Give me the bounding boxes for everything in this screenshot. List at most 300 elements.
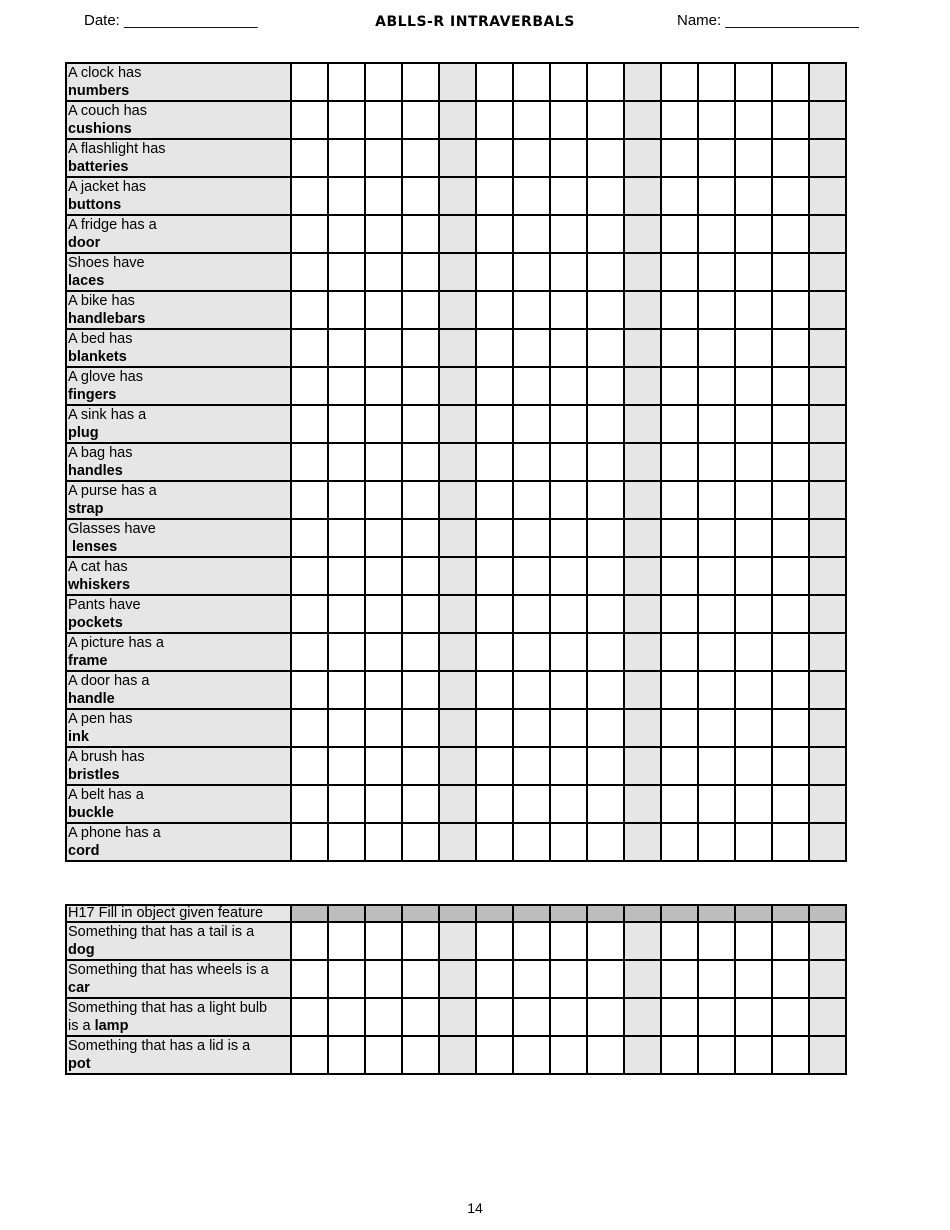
score-cell[interactable] <box>661 633 698 671</box>
score-cell[interactable] <box>402 1036 439 1074</box>
score-cell[interactable] <box>328 101 365 139</box>
score-cell[interactable] <box>550 405 587 443</box>
score-cell[interactable] <box>550 101 587 139</box>
score-cell[interactable] <box>476 633 513 671</box>
score-cell[interactable] <box>402 405 439 443</box>
score-cell[interactable] <box>661 747 698 785</box>
score-cell[interactable] <box>661 823 698 861</box>
score-cell[interactable] <box>476 481 513 519</box>
score-cell[interactable] <box>402 823 439 861</box>
score-cell[interactable] <box>661 405 698 443</box>
score-cell[interactable] <box>735 139 772 177</box>
score-cell[interactable] <box>476 1036 513 1074</box>
score-cell[interactable] <box>365 747 402 785</box>
score-cell[interactable] <box>772 998 809 1036</box>
score-cell[interactable] <box>735 367 772 405</box>
score-cell[interactable] <box>402 998 439 1036</box>
score-cell[interactable] <box>624 329 661 367</box>
score-cell[interactable] <box>439 785 476 823</box>
score-cell[interactable] <box>291 253 328 291</box>
score-cell[interactable] <box>698 481 735 519</box>
score-cell[interactable] <box>365 922 402 960</box>
score-cell[interactable] <box>439 1036 476 1074</box>
score-cell[interactable] <box>624 785 661 823</box>
score-cell[interactable] <box>587 405 624 443</box>
score-cell[interactable] <box>587 177 624 215</box>
score-cell[interactable] <box>328 823 365 861</box>
score-cell[interactable] <box>365 101 402 139</box>
score-cell[interactable] <box>735 63 772 101</box>
score-cell[interactable] <box>291 291 328 329</box>
score-cell[interactable] <box>661 709 698 747</box>
score-cell[interactable] <box>772 709 809 747</box>
score-cell[interactable] <box>402 101 439 139</box>
score-cell[interactable] <box>809 747 846 785</box>
score-cell[interactable] <box>772 405 809 443</box>
score-cell[interactable] <box>513 922 550 960</box>
score-cell[interactable] <box>402 139 439 177</box>
score-cell[interactable] <box>809 405 846 443</box>
score-cell[interactable] <box>365 63 402 101</box>
score-cell[interactable] <box>365 998 402 1036</box>
score-cell[interactable] <box>661 519 698 557</box>
score-cell[interactable] <box>402 709 439 747</box>
score-cell[interactable] <box>365 253 402 291</box>
score-cell[interactable] <box>291 960 328 998</box>
score-cell[interactable] <box>291 215 328 253</box>
score-cell[interactable] <box>661 101 698 139</box>
score-cell[interactable] <box>698 367 735 405</box>
score-cell[interactable] <box>365 671 402 709</box>
score-cell[interactable] <box>550 215 587 253</box>
score-cell[interactable] <box>772 139 809 177</box>
score-cell[interactable] <box>291 998 328 1036</box>
score-cell[interactable] <box>550 329 587 367</box>
score-cell[interactable] <box>439 367 476 405</box>
score-cell[interactable] <box>735 101 772 139</box>
score-cell[interactable] <box>809 329 846 367</box>
score-cell[interactable] <box>735 329 772 367</box>
score-cell[interactable] <box>439 329 476 367</box>
score-cell[interactable] <box>624 405 661 443</box>
score-cell[interactable] <box>476 595 513 633</box>
score-cell[interactable] <box>476 405 513 443</box>
score-cell[interactable] <box>809 960 846 998</box>
score-cell[interactable] <box>661 785 698 823</box>
score-cell[interactable] <box>624 481 661 519</box>
score-cell[interactable] <box>513 823 550 861</box>
score-cell[interactable] <box>513 101 550 139</box>
score-cell[interactable] <box>476 671 513 709</box>
score-cell[interactable] <box>587 443 624 481</box>
score-cell[interactable] <box>661 998 698 1036</box>
score-cell[interactable] <box>587 101 624 139</box>
score-cell[interactable] <box>402 443 439 481</box>
score-cell[interactable] <box>772 595 809 633</box>
score-cell[interactable] <box>809 63 846 101</box>
score-cell[interactable] <box>698 291 735 329</box>
score-cell[interactable] <box>513 329 550 367</box>
score-cell[interactable] <box>550 291 587 329</box>
score-cell[interactable] <box>550 823 587 861</box>
score-cell[interactable] <box>513 405 550 443</box>
score-cell[interactable] <box>402 519 439 557</box>
score-cell[interactable] <box>587 291 624 329</box>
score-cell[interactable] <box>624 215 661 253</box>
score-cell[interactable] <box>439 481 476 519</box>
score-cell[interactable] <box>661 595 698 633</box>
score-cell[interactable] <box>809 671 846 709</box>
score-cell[interactable] <box>698 101 735 139</box>
score-cell[interactable] <box>661 557 698 595</box>
score-cell[interactable] <box>328 960 365 998</box>
score-cell[interactable] <box>772 960 809 998</box>
score-cell[interactable] <box>809 253 846 291</box>
score-cell[interactable] <box>772 1036 809 1074</box>
score-cell[interactable] <box>550 709 587 747</box>
score-cell[interactable] <box>735 960 772 998</box>
score-cell[interactable] <box>661 671 698 709</box>
score-cell[interactable] <box>698 709 735 747</box>
score-cell[interactable] <box>439 998 476 1036</box>
score-cell[interactable] <box>439 823 476 861</box>
score-cell[interactable] <box>476 101 513 139</box>
score-cell[interactable] <box>772 101 809 139</box>
score-cell[interactable] <box>550 557 587 595</box>
score-cell[interactable] <box>513 1036 550 1074</box>
score-cell[interactable] <box>439 519 476 557</box>
score-cell[interactable] <box>513 443 550 481</box>
score-cell[interactable] <box>550 595 587 633</box>
score-cell[interactable] <box>550 960 587 998</box>
score-cell[interactable] <box>661 63 698 101</box>
score-cell[interactable] <box>735 998 772 1036</box>
score-cell[interactable] <box>328 177 365 215</box>
score-cell[interactable] <box>476 177 513 215</box>
score-cell[interactable] <box>624 633 661 671</box>
score-cell[interactable] <box>513 291 550 329</box>
score-cell[interactable] <box>550 519 587 557</box>
score-cell[interactable] <box>328 139 365 177</box>
score-cell[interactable] <box>439 747 476 785</box>
score-cell[interactable] <box>587 519 624 557</box>
score-cell[interactable] <box>513 595 550 633</box>
score-cell[interactable] <box>698 405 735 443</box>
score-cell[interactable] <box>550 63 587 101</box>
score-cell[interactable] <box>328 443 365 481</box>
score-cell[interactable] <box>587 367 624 405</box>
score-cell[interactable] <box>809 998 846 1036</box>
score-cell[interactable] <box>550 139 587 177</box>
score-cell[interactable] <box>291 671 328 709</box>
score-cell[interactable] <box>587 215 624 253</box>
score-cell[interactable] <box>328 405 365 443</box>
score-cell[interactable] <box>698 998 735 1036</box>
score-cell[interactable] <box>476 215 513 253</box>
score-cell[interactable] <box>809 215 846 253</box>
score-cell[interactable] <box>735 747 772 785</box>
score-cell[interactable] <box>476 329 513 367</box>
score-cell[interactable] <box>735 215 772 253</box>
score-cell[interactable] <box>735 709 772 747</box>
score-cell[interactable] <box>698 253 735 291</box>
score-cell[interactable] <box>772 253 809 291</box>
score-cell[interactable] <box>809 481 846 519</box>
score-cell[interactable] <box>439 291 476 329</box>
score-cell[interactable] <box>328 519 365 557</box>
score-cell[interactable] <box>439 253 476 291</box>
score-cell[interactable] <box>809 177 846 215</box>
score-cell[interactable] <box>439 671 476 709</box>
score-cell[interactable] <box>661 367 698 405</box>
score-cell[interactable] <box>772 329 809 367</box>
score-cell[interactable] <box>735 177 772 215</box>
score-cell[interactable] <box>772 823 809 861</box>
score-cell[interactable] <box>698 960 735 998</box>
score-cell[interactable] <box>365 139 402 177</box>
score-cell[interactable] <box>698 215 735 253</box>
score-cell[interactable] <box>550 747 587 785</box>
score-cell[interactable] <box>735 519 772 557</box>
score-cell[interactable] <box>624 253 661 291</box>
score-cell[interactable] <box>772 922 809 960</box>
score-cell[interactable] <box>772 785 809 823</box>
score-cell[interactable] <box>624 922 661 960</box>
score-cell[interactable] <box>476 557 513 595</box>
score-cell[interactable] <box>328 63 365 101</box>
score-cell[interactable] <box>587 595 624 633</box>
score-cell[interactable] <box>439 960 476 998</box>
score-cell[interactable] <box>328 329 365 367</box>
score-cell[interactable] <box>291 63 328 101</box>
score-cell[interactable] <box>439 595 476 633</box>
score-cell[interactable] <box>809 633 846 671</box>
score-cell[interactable] <box>772 215 809 253</box>
score-cell[interactable] <box>550 253 587 291</box>
score-cell[interactable] <box>513 139 550 177</box>
score-cell[interactable] <box>661 215 698 253</box>
score-cell[interactable] <box>809 101 846 139</box>
score-cell[interactable] <box>291 922 328 960</box>
score-cell[interactable] <box>698 671 735 709</box>
score-cell[interactable] <box>809 139 846 177</box>
score-cell[interactable] <box>624 177 661 215</box>
score-cell[interactable] <box>365 291 402 329</box>
score-cell[interactable] <box>365 557 402 595</box>
score-cell[interactable] <box>624 747 661 785</box>
score-cell[interactable] <box>291 405 328 443</box>
score-cell[interactable] <box>402 785 439 823</box>
score-cell[interactable] <box>328 785 365 823</box>
score-cell[interactable] <box>809 367 846 405</box>
score-cell[interactable] <box>772 519 809 557</box>
score-cell[interactable] <box>661 481 698 519</box>
score-cell[interactable] <box>291 747 328 785</box>
score-cell[interactable] <box>365 633 402 671</box>
score-cell[interactable] <box>809 557 846 595</box>
score-cell[interactable] <box>439 139 476 177</box>
score-cell[interactable] <box>513 519 550 557</box>
score-cell[interactable] <box>624 595 661 633</box>
score-cell[interactable] <box>328 998 365 1036</box>
score-cell[interactable] <box>476 998 513 1036</box>
score-cell[interactable] <box>587 329 624 367</box>
score-cell[interactable] <box>328 215 365 253</box>
score-cell[interactable] <box>439 63 476 101</box>
score-cell[interactable] <box>550 633 587 671</box>
score-cell[interactable] <box>661 1036 698 1074</box>
score-cell[interactable] <box>587 709 624 747</box>
score-cell[interactable] <box>661 443 698 481</box>
score-cell[interactable] <box>328 291 365 329</box>
score-cell[interactable] <box>809 595 846 633</box>
score-cell[interactable] <box>365 443 402 481</box>
score-cell[interactable] <box>624 63 661 101</box>
score-cell[interactable] <box>439 405 476 443</box>
score-cell[interactable] <box>439 101 476 139</box>
score-cell[interactable] <box>439 443 476 481</box>
score-cell[interactable] <box>402 557 439 595</box>
score-cell[interactable] <box>735 481 772 519</box>
score-cell[interactable] <box>291 595 328 633</box>
score-cell[interactable] <box>661 329 698 367</box>
score-cell[interactable] <box>291 823 328 861</box>
score-cell[interactable] <box>328 671 365 709</box>
score-cell[interactable] <box>809 785 846 823</box>
score-cell[interactable] <box>291 481 328 519</box>
score-cell[interactable] <box>402 922 439 960</box>
score-cell[interactable] <box>550 922 587 960</box>
score-cell[interactable] <box>772 557 809 595</box>
score-cell[interactable] <box>513 785 550 823</box>
score-cell[interactable] <box>476 519 513 557</box>
score-cell[interactable] <box>513 633 550 671</box>
score-cell[interactable] <box>550 785 587 823</box>
score-cell[interactable] <box>735 671 772 709</box>
score-cell[interactable] <box>365 785 402 823</box>
score-cell[interactable] <box>772 367 809 405</box>
score-cell[interactable] <box>735 253 772 291</box>
score-cell[interactable] <box>365 595 402 633</box>
score-cell[interactable] <box>439 709 476 747</box>
score-cell[interactable] <box>735 785 772 823</box>
score-cell[interactable] <box>513 998 550 1036</box>
score-cell[interactable] <box>587 1036 624 1074</box>
score-cell[interactable] <box>809 709 846 747</box>
score-cell[interactable] <box>624 139 661 177</box>
score-cell[interactable] <box>772 291 809 329</box>
score-cell[interactable] <box>624 709 661 747</box>
score-cell[interactable] <box>772 747 809 785</box>
score-cell[interactable] <box>735 1036 772 1074</box>
score-cell[interactable] <box>365 405 402 443</box>
score-cell[interactable] <box>439 557 476 595</box>
score-cell[interactable] <box>550 177 587 215</box>
score-cell[interactable] <box>365 823 402 861</box>
score-cell[interactable] <box>624 557 661 595</box>
score-cell[interactable] <box>587 922 624 960</box>
score-cell[interactable] <box>624 367 661 405</box>
score-cell[interactable] <box>291 101 328 139</box>
score-cell[interactable] <box>698 785 735 823</box>
score-cell[interactable] <box>624 1036 661 1074</box>
score-cell[interactable] <box>698 443 735 481</box>
score-cell[interactable] <box>513 63 550 101</box>
score-cell[interactable] <box>698 557 735 595</box>
score-cell[interactable] <box>624 101 661 139</box>
score-cell[interactable] <box>772 481 809 519</box>
score-cell[interactable] <box>550 671 587 709</box>
score-cell[interactable] <box>328 709 365 747</box>
score-cell[interactable] <box>476 443 513 481</box>
score-cell[interactable] <box>328 367 365 405</box>
score-cell[interactable] <box>365 367 402 405</box>
score-cell[interactable] <box>587 785 624 823</box>
score-cell[interactable] <box>550 443 587 481</box>
score-cell[interactable] <box>809 823 846 861</box>
score-cell[interactable] <box>624 998 661 1036</box>
score-cell[interactable] <box>402 215 439 253</box>
score-cell[interactable] <box>365 215 402 253</box>
score-cell[interactable] <box>735 595 772 633</box>
score-cell[interactable] <box>550 998 587 1036</box>
score-cell[interactable] <box>476 367 513 405</box>
score-cell[interactable] <box>291 633 328 671</box>
score-cell[interactable] <box>476 785 513 823</box>
score-cell[interactable] <box>735 291 772 329</box>
score-cell[interactable] <box>624 960 661 998</box>
score-cell[interactable] <box>772 177 809 215</box>
score-cell[interactable] <box>661 960 698 998</box>
score-cell[interactable] <box>328 922 365 960</box>
score-cell[interactable] <box>587 671 624 709</box>
score-cell[interactable] <box>698 63 735 101</box>
score-cell[interactable] <box>624 291 661 329</box>
score-cell[interactable] <box>587 253 624 291</box>
score-cell[interactable] <box>328 1036 365 1074</box>
score-cell[interactable] <box>402 481 439 519</box>
score-cell[interactable] <box>772 63 809 101</box>
score-cell[interactable] <box>476 253 513 291</box>
score-cell[interactable] <box>772 633 809 671</box>
score-cell[interactable] <box>291 443 328 481</box>
score-cell[interactable] <box>698 329 735 367</box>
score-cell[interactable] <box>513 177 550 215</box>
score-cell[interactable] <box>328 747 365 785</box>
score-cell[interactable] <box>550 367 587 405</box>
score-cell[interactable] <box>587 557 624 595</box>
score-cell[interactable] <box>735 823 772 861</box>
score-cell[interactable] <box>291 557 328 595</box>
score-cell[interactable] <box>624 519 661 557</box>
score-cell[interactable] <box>550 1036 587 1074</box>
score-cell[interactable] <box>439 215 476 253</box>
score-cell[interactable] <box>698 177 735 215</box>
score-cell[interactable] <box>513 215 550 253</box>
score-cell[interactable] <box>291 1036 328 1074</box>
score-cell[interactable] <box>328 481 365 519</box>
score-cell[interactable] <box>439 922 476 960</box>
score-cell[interactable] <box>661 291 698 329</box>
score-cell[interactable] <box>476 139 513 177</box>
score-cell[interactable] <box>809 443 846 481</box>
score-cell[interactable] <box>402 329 439 367</box>
score-cell[interactable] <box>365 519 402 557</box>
score-cell[interactable] <box>402 671 439 709</box>
score-cell[interactable] <box>439 177 476 215</box>
score-cell[interactable] <box>402 177 439 215</box>
score-cell[interactable] <box>624 671 661 709</box>
